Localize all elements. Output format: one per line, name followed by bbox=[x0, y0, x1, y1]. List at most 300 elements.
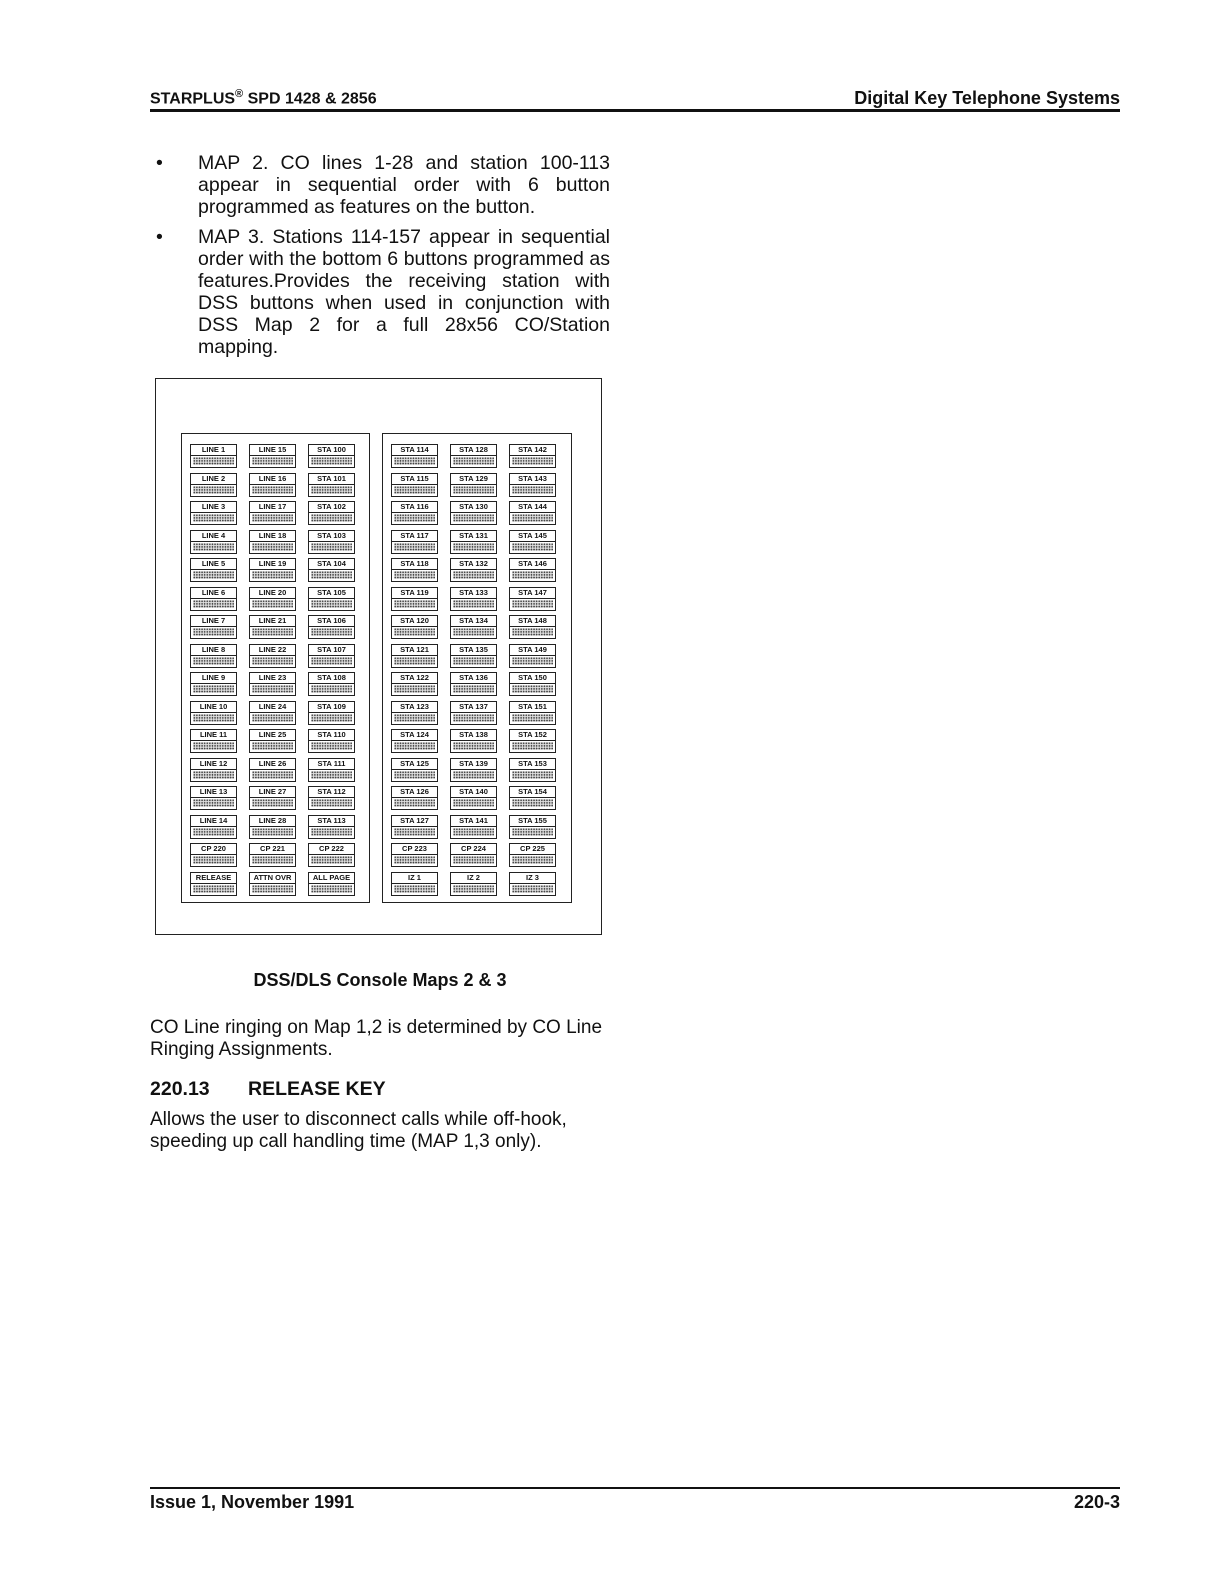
console-button bbox=[450, 558, 497, 582]
console-button bbox=[509, 587, 556, 611]
page-footer bbox=[150, 1487, 1120, 1513]
led-indicator bbox=[394, 885, 435, 893]
console-button-label: LINE 28 bbox=[250, 816, 295, 827]
console-button bbox=[450, 758, 497, 782]
console-button bbox=[450, 786, 497, 810]
console-button-label: IZ 1 bbox=[392, 873, 437, 884]
led-indicator bbox=[512, 685, 553, 693]
console-button-label: STA 146 bbox=[510, 559, 555, 570]
console-button-label: LINE 13 bbox=[191, 787, 236, 798]
console-button-label: STA 105 bbox=[309, 588, 354, 599]
console-button bbox=[190, 558, 237, 582]
console-button bbox=[308, 872, 355, 896]
console-button-label: IZ 3 bbox=[510, 873, 555, 884]
led-indicator bbox=[453, 856, 494, 864]
console-button-label: STA 113 bbox=[309, 816, 354, 827]
led-indicator bbox=[394, 742, 435, 750]
console-button bbox=[249, 701, 296, 725]
led-indicator bbox=[252, 486, 293, 494]
console-button-label: STA 132 bbox=[451, 559, 496, 570]
console-button-label: STA 144 bbox=[510, 502, 555, 513]
console-button-label: STA 152 bbox=[510, 730, 555, 741]
console-button bbox=[450, 872, 497, 896]
led-indicator bbox=[193, 571, 234, 579]
console-button bbox=[190, 843, 237, 867]
led-indicator bbox=[453, 628, 494, 636]
led-indicator bbox=[193, 628, 234, 636]
section-heading bbox=[150, 1078, 386, 1101]
paragraph-co-line-ringing: CO Line ringing on Map 1,2 is determined by CO Line Ringing Assignments. bbox=[150, 1017, 603, 1060]
led-indicator bbox=[311, 885, 352, 893]
led-indicator bbox=[252, 742, 293, 750]
console-button-label: STA 134 bbox=[451, 616, 496, 627]
led-indicator bbox=[394, 685, 435, 693]
console-button bbox=[190, 444, 237, 468]
console-button-label: LINE 24 bbox=[250, 702, 295, 713]
console-button bbox=[190, 615, 237, 639]
led-indicator bbox=[311, 714, 352, 722]
console-button bbox=[190, 672, 237, 696]
console-button bbox=[391, 473, 438, 497]
console-button bbox=[509, 558, 556, 582]
led-indicator bbox=[193, 457, 234, 465]
console-button-label: CP 220 bbox=[191, 844, 236, 855]
console-button bbox=[391, 530, 438, 554]
bullet-text: MAP 2. CO lines 1-28 and station 100-113 appear in sequential order with 6 button programmed as features on the button. bbox=[198, 152, 610, 218]
led-indicator bbox=[311, 799, 352, 807]
console-button bbox=[190, 815, 237, 839]
paragraph-release-key: Allows the user to disconnect calls while off-hook, speeding up call handling time (MAP 1,3 only). bbox=[150, 1109, 567, 1152]
led-indicator bbox=[453, 885, 494, 893]
console-button bbox=[190, 587, 237, 611]
section-title: RELEASE KEY bbox=[248, 1078, 386, 1100]
console-button-label: STA 154 bbox=[510, 787, 555, 798]
map2-console-panel bbox=[181, 433, 370, 903]
console-button-label: STA 119 bbox=[392, 588, 437, 599]
console-button-label: LINE 10 bbox=[191, 702, 236, 713]
led-indicator bbox=[512, 856, 553, 864]
console-button-label: LINE 16 bbox=[250, 474, 295, 485]
led-indicator bbox=[193, 685, 234, 693]
console-button-label: LINE 15 bbox=[250, 445, 295, 456]
console-button-label: CP 225 bbox=[510, 844, 555, 855]
bullet-icon: • bbox=[156, 152, 163, 174]
console-button-label: STA 122 bbox=[392, 673, 437, 684]
led-indicator bbox=[512, 657, 553, 665]
led-indicator bbox=[193, 657, 234, 665]
registered-mark: ® bbox=[235, 87, 244, 100]
section-number: 220.13 bbox=[150, 1078, 210, 1100]
led-indicator bbox=[193, 600, 234, 608]
console-button bbox=[308, 615, 355, 639]
led-indicator bbox=[193, 714, 234, 722]
console-button bbox=[509, 615, 556, 639]
console-button-label: STA 129 bbox=[451, 474, 496, 485]
console-button-label: ALL PAGE bbox=[309, 873, 354, 884]
led-indicator bbox=[193, 856, 234, 864]
header-product bbox=[150, 88, 377, 108]
console-button bbox=[190, 644, 237, 668]
led-indicator bbox=[252, 571, 293, 579]
console-button bbox=[391, 758, 438, 782]
console-button bbox=[308, 815, 355, 839]
console-button-label: STA 120 bbox=[392, 616, 437, 627]
console-button-label: STA 128 bbox=[451, 445, 496, 456]
footer-issue: Issue 1, November 1991 bbox=[150, 1492, 355, 1512]
led-indicator bbox=[453, 799, 494, 807]
console-button-label: STA 149 bbox=[510, 645, 555, 656]
led-indicator bbox=[252, 714, 293, 722]
led-indicator bbox=[311, 628, 352, 636]
led-indicator bbox=[311, 571, 352, 579]
console-button-label: ATTN OVR bbox=[250, 873, 295, 884]
console-button bbox=[509, 701, 556, 725]
console-button-label: STA 118 bbox=[392, 559, 437, 570]
header-brand: STARPLUS bbox=[150, 90, 236, 107]
console-button bbox=[308, 558, 355, 582]
footer-page-number: 220-3 bbox=[1073, 1492, 1120, 1512]
console-button bbox=[391, 444, 438, 468]
console-button bbox=[249, 786, 296, 810]
console-button bbox=[308, 758, 355, 782]
console-button-label: STA 142 bbox=[510, 445, 555, 456]
console-button bbox=[249, 558, 296, 582]
console-button bbox=[249, 729, 296, 753]
console-button-label: LINE 8 bbox=[191, 645, 236, 656]
led-indicator bbox=[394, 771, 435, 779]
led-indicator bbox=[311, 457, 352, 465]
led-indicator bbox=[512, 486, 553, 494]
header-title: Digital Key Telephone Systems bbox=[854, 88, 1120, 108]
console-button bbox=[509, 672, 556, 696]
console-button bbox=[190, 786, 237, 810]
led-indicator bbox=[193, 885, 234, 893]
console-button bbox=[249, 615, 296, 639]
console-button bbox=[190, 530, 237, 554]
console-button-label: STA 102 bbox=[309, 502, 354, 513]
console-button-label: STA 151 bbox=[510, 702, 555, 713]
console-button bbox=[249, 587, 296, 611]
led-indicator bbox=[512, 742, 553, 750]
console-button-label: STA 136 bbox=[451, 673, 496, 684]
led-indicator bbox=[193, 828, 234, 836]
console-button-label: STA 150 bbox=[510, 673, 555, 684]
console-button-label: STA 107 bbox=[309, 645, 354, 656]
console-button-label: STA 106 bbox=[309, 616, 354, 627]
led-indicator bbox=[311, 685, 352, 693]
console-button bbox=[249, 815, 296, 839]
console-button-label: STA 124 bbox=[392, 730, 437, 741]
map3-console-panel bbox=[382, 433, 572, 903]
led-indicator bbox=[394, 657, 435, 665]
led-indicator bbox=[252, 856, 293, 864]
led-indicator bbox=[394, 514, 435, 522]
led-indicator bbox=[311, 600, 352, 608]
console-button-label: LINE 1 bbox=[191, 445, 236, 456]
console-button bbox=[190, 501, 237, 525]
console-button bbox=[509, 786, 556, 810]
console-button-label: STA 108 bbox=[309, 673, 354, 684]
console-button-label: STA 130 bbox=[451, 502, 496, 513]
led-indicator bbox=[394, 457, 435, 465]
console-button-label: LINE 26 bbox=[250, 759, 295, 770]
console-button bbox=[450, 729, 497, 753]
led-indicator bbox=[453, 571, 494, 579]
console-button-label: LINE 9 bbox=[191, 673, 236, 684]
led-indicator bbox=[311, 486, 352, 494]
page-header bbox=[150, 86, 1120, 112]
bullet-text: MAP 3. Stations 114-157 appear in sequential order with the bottom 6 buttons programmed as features.Provides the receiving station with DSS buttons when used in conjunction with DSS Map 2 for a full 28x56 CO/Station mapping. bbox=[198, 226, 610, 358]
console-button-label: LINE 7 bbox=[191, 616, 236, 627]
console-button-label: STA 110 bbox=[309, 730, 354, 741]
console-button bbox=[190, 701, 237, 725]
led-indicator bbox=[193, 771, 234, 779]
console-button bbox=[190, 758, 237, 782]
console-button bbox=[391, 729, 438, 753]
led-indicator bbox=[453, 828, 494, 836]
led-indicator bbox=[311, 742, 352, 750]
led-indicator bbox=[453, 486, 494, 494]
console-button-label: STA 100 bbox=[309, 445, 354, 456]
console-button bbox=[391, 615, 438, 639]
bullet-icon: • bbox=[156, 226, 163, 248]
console-button-label: STA 148 bbox=[510, 616, 555, 627]
console-button bbox=[308, 786, 355, 810]
console-button bbox=[391, 701, 438, 725]
console-button-label: LINE 27 bbox=[250, 787, 295, 798]
console-button-label: STA 137 bbox=[451, 702, 496, 713]
led-indicator bbox=[252, 685, 293, 693]
console-button bbox=[391, 843, 438, 867]
console-button bbox=[391, 501, 438, 525]
bullet-map3 bbox=[150, 226, 610, 358]
console-button bbox=[308, 473, 355, 497]
console-button-label: STA 117 bbox=[392, 531, 437, 542]
console-button-label: STA 126 bbox=[392, 787, 437, 798]
console-button-label: STA 138 bbox=[451, 730, 496, 741]
console-button bbox=[450, 587, 497, 611]
console-button bbox=[249, 758, 296, 782]
console-button-label: LINE 22 bbox=[250, 645, 295, 656]
bullet-map2 bbox=[150, 152, 610, 218]
console-button-label: LINE 11 bbox=[191, 730, 236, 741]
console-button bbox=[308, 729, 355, 753]
led-indicator bbox=[193, 514, 234, 522]
led-indicator bbox=[193, 742, 234, 750]
led-indicator bbox=[512, 457, 553, 465]
console-button bbox=[450, 615, 497, 639]
console-button bbox=[391, 815, 438, 839]
console-button-label: LINE 18 bbox=[250, 531, 295, 542]
console-button bbox=[509, 843, 556, 867]
led-indicator bbox=[453, 543, 494, 551]
led-indicator bbox=[394, 628, 435, 636]
led-indicator bbox=[193, 543, 234, 551]
console-button bbox=[249, 672, 296, 696]
led-indicator bbox=[394, 828, 435, 836]
console-button bbox=[509, 473, 556, 497]
led-indicator bbox=[512, 771, 553, 779]
led-indicator bbox=[252, 457, 293, 465]
console-button bbox=[308, 672, 355, 696]
led-indicator bbox=[453, 457, 494, 465]
console-button-label: STA 135 bbox=[451, 645, 496, 656]
console-button-label: STA 116 bbox=[392, 502, 437, 513]
led-indicator bbox=[311, 771, 352, 779]
console-button bbox=[249, 872, 296, 896]
led-indicator bbox=[252, 543, 293, 551]
footer-rule bbox=[150, 1487, 1120, 1489]
console-button-label: LINE 19 bbox=[250, 559, 295, 570]
console-button-label: STA 140 bbox=[451, 787, 496, 798]
console-button bbox=[509, 815, 556, 839]
console-button bbox=[450, 530, 497, 554]
console-button-label: STA 139 bbox=[451, 759, 496, 770]
console-button-label: LINE 25 bbox=[250, 730, 295, 741]
console-button bbox=[190, 729, 237, 753]
console-button bbox=[391, 587, 438, 611]
led-indicator bbox=[512, 543, 553, 551]
console-button bbox=[509, 530, 556, 554]
led-indicator bbox=[311, 657, 352, 665]
console-button bbox=[308, 501, 355, 525]
led-indicator bbox=[453, 685, 494, 693]
console-button bbox=[190, 473, 237, 497]
console-button-label: STA 109 bbox=[309, 702, 354, 713]
console-button-label: LINE 5 bbox=[191, 559, 236, 570]
console-button bbox=[450, 701, 497, 725]
console-button-label: LINE 20 bbox=[250, 588, 295, 599]
console-button-label: CP 221 bbox=[250, 844, 295, 855]
console-button bbox=[509, 501, 556, 525]
led-indicator bbox=[512, 571, 553, 579]
console-button-label: STA 111 bbox=[309, 759, 354, 770]
console-button-label: LINE 12 bbox=[191, 759, 236, 770]
console-button-label: CP 222 bbox=[309, 844, 354, 855]
console-button bbox=[509, 758, 556, 782]
console-button-label: LINE 3 bbox=[191, 502, 236, 513]
led-indicator bbox=[394, 600, 435, 608]
console-button-label: RELEASE bbox=[191, 873, 236, 884]
led-indicator bbox=[311, 514, 352, 522]
header-model: SPD 1428 & 2856 bbox=[247, 90, 377, 107]
led-indicator bbox=[252, 828, 293, 836]
led-indicator bbox=[512, 828, 553, 836]
console-button bbox=[249, 444, 296, 468]
figure-caption: DSS/DLS Console Maps 2 & 3 bbox=[253, 970, 507, 990]
console-button bbox=[308, 701, 355, 725]
console-button-label: STA 123 bbox=[392, 702, 437, 713]
led-indicator bbox=[453, 742, 494, 750]
led-indicator bbox=[394, 714, 435, 722]
console-button bbox=[249, 530, 296, 554]
console-button bbox=[391, 786, 438, 810]
led-indicator bbox=[453, 714, 494, 722]
led-indicator bbox=[512, 799, 553, 807]
console-button bbox=[509, 444, 556, 468]
console-button bbox=[391, 644, 438, 668]
console-button-label: STA 143 bbox=[510, 474, 555, 485]
led-indicator bbox=[512, 714, 553, 722]
console-button-label: LINE 23 bbox=[250, 673, 295, 684]
console-button bbox=[509, 644, 556, 668]
led-indicator bbox=[311, 828, 352, 836]
console-button bbox=[450, 644, 497, 668]
led-indicator bbox=[512, 885, 553, 893]
console-button bbox=[509, 872, 556, 896]
led-indicator bbox=[193, 799, 234, 807]
console-button-label: STA 125 bbox=[392, 759, 437, 770]
console-button bbox=[249, 473, 296, 497]
header-rule bbox=[150, 109, 1120, 112]
console-button bbox=[391, 872, 438, 896]
console-button-label: STA 141 bbox=[451, 816, 496, 827]
console-button-label: CP 224 bbox=[451, 844, 496, 855]
console-button bbox=[308, 587, 355, 611]
console-button-label: STA 145 bbox=[510, 531, 555, 542]
console-button bbox=[509, 729, 556, 753]
console-button-label: IZ 2 bbox=[451, 873, 496, 884]
led-indicator bbox=[512, 628, 553, 636]
led-indicator bbox=[193, 486, 234, 494]
console-button bbox=[249, 843, 296, 867]
console-button-label: LINE 4 bbox=[191, 531, 236, 542]
led-indicator bbox=[394, 799, 435, 807]
console-button bbox=[308, 444, 355, 468]
console-button bbox=[450, 815, 497, 839]
console-button-label: STA 114 bbox=[392, 445, 437, 456]
console-button bbox=[450, 444, 497, 468]
led-indicator bbox=[512, 600, 553, 608]
console-button-label: STA 104 bbox=[309, 559, 354, 570]
led-indicator bbox=[453, 600, 494, 608]
console-button bbox=[450, 473, 497, 497]
led-indicator bbox=[453, 657, 494, 665]
led-indicator bbox=[394, 486, 435, 494]
led-indicator bbox=[394, 571, 435, 579]
console-button bbox=[450, 672, 497, 696]
console-button bbox=[308, 530, 355, 554]
console-button-label: LINE 14 bbox=[191, 816, 236, 827]
console-button-label: STA 155 bbox=[510, 816, 555, 827]
led-indicator bbox=[252, 799, 293, 807]
console-button-label: STA 131 bbox=[451, 531, 496, 542]
console-button-label: STA 103 bbox=[309, 531, 354, 542]
led-indicator bbox=[394, 543, 435, 551]
led-indicator bbox=[512, 514, 553, 522]
led-indicator bbox=[252, 600, 293, 608]
bullet-list bbox=[150, 152, 610, 366]
console-button-label: STA 112 bbox=[309, 787, 354, 798]
console-button bbox=[190, 872, 237, 896]
console-maps-figure bbox=[155, 378, 602, 935]
console-button-label: STA 101 bbox=[309, 474, 354, 485]
console-button bbox=[450, 843, 497, 867]
console-button-label: STA 121 bbox=[392, 645, 437, 656]
console-button-label: CP 223 bbox=[392, 844, 437, 855]
led-indicator bbox=[252, 771, 293, 779]
led-indicator bbox=[252, 514, 293, 522]
console-button bbox=[249, 501, 296, 525]
led-indicator bbox=[252, 885, 293, 893]
led-indicator bbox=[311, 543, 352, 551]
console-button bbox=[391, 672, 438, 696]
console-button-label: STA 127 bbox=[392, 816, 437, 827]
console-button-label: LINE 21 bbox=[250, 616, 295, 627]
console-button bbox=[308, 843, 355, 867]
console-button bbox=[308, 644, 355, 668]
led-indicator bbox=[394, 856, 435, 864]
